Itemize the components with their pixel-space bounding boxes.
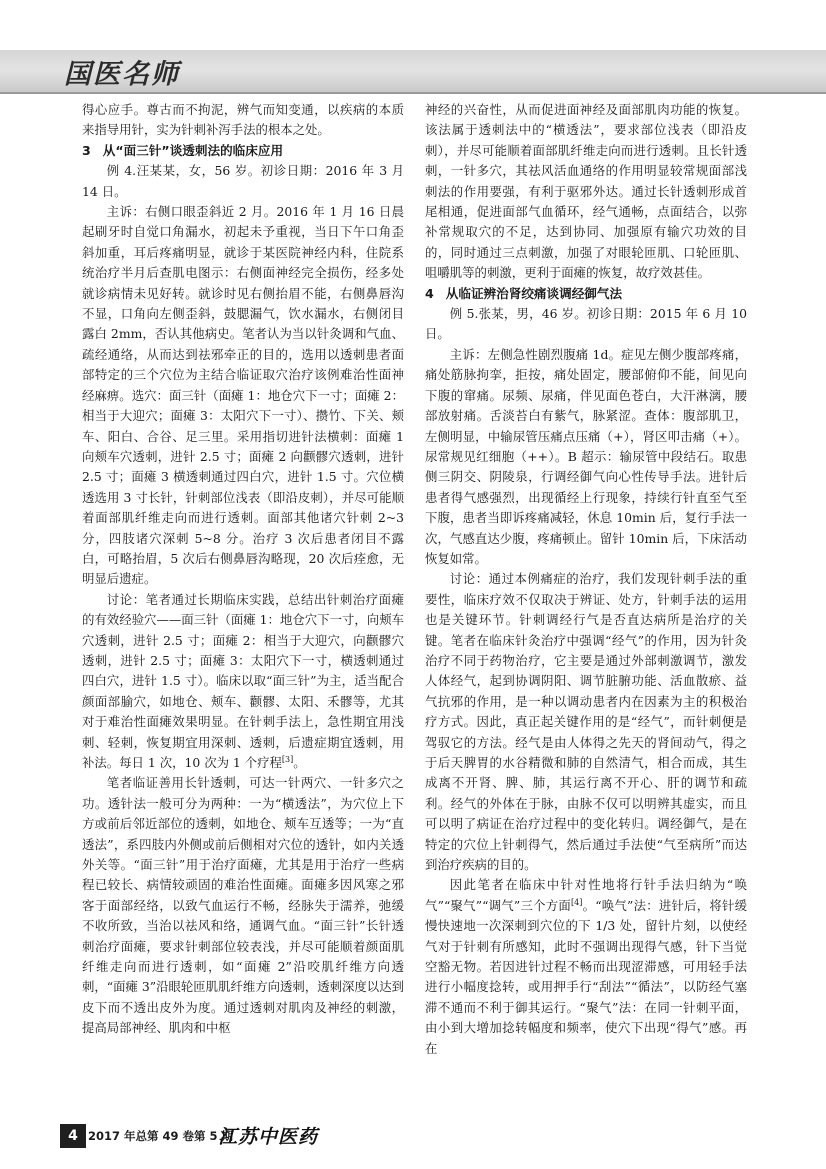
section-heading-4 <box>425 284 747 304</box>
right-column <box>425 100 747 1100</box>
section-title: 从临证辨治肾绞痛谈调经御气法 <box>445 285 623 301</box>
citation-ref: [3] <box>281 754 294 764</box>
paragraph-text: 讨论：笔者通过长期临床实践，总结出针刺治疗面瘫的有效经验穴——面三针（面瘫 1：地仓穴下一寸，向颊车穴透刺，进针 2.5 寸；面瘫 2：相当于大迎穴，向颧髎穴透刺，进针 2.5 寸；面瘫 3：太阳穴下一寸，横透刺通过四白穴，进针 1.5 寸）。临床以取“面三针”为主，适当配合颜面部腧穴，如地仓、颊车、颧髎、太阳、禾髎等，尤其对于难治性面瘫效果明显。在针刺手法上，急性期宜用浅刺、轻刺，恢复期宜用深刺、透刺，后遗症期宜透刺，用补法。每日 1 次，10 次为 1 个疗程 <box>82 591 404 770</box>
paragraph: 讨论：通过本例痛症的治疗，我们发现针刺手法的重要性，临床疗效不仅取决于辨证、处方，针刺手法的运用也是关键环节。针刺调经行气是否直达病所是治疗的关键。笔者在临床针灸治疗中强调“经气”的作用，因为针灸治疗不同于药物治疗，它主要是通过外部刺激调节，激发人体经气，起到协调阴阳、调节脏腑功能、活血散瘀、益气抗邪的作用，是一种以调动患者内在因素为主的积极治疗方式。因此，真正起关键作用的是“经气”，而针刺便是驾驭它的方法。经气是由人体得之先天的肾间动气，得之于后天脾胃的水谷精微和肺的自然清气，相合而成，其生成离不开肾、脾、肺，其运行离不开心、肝的调节和疏利。经气的外体在于脉，由脉不仅可以明辨其虚实，而且可以明了病证在治疗过程中的变化转归。调经御气，是在特定的穴位上针刺得气，然后通过手法使“气至病所”而达到治疗疾病的目的。 <box>425 571 747 873</box>
paragraph-text: 因此笔者在临床中针对性地将行针手法归纳为“唤气”“聚气”“调气”三个方面 <box>425 877 747 913</box>
paragraph-text: 。 <box>293 755 306 770</box>
citation-ref: [4] <box>571 897 583 907</box>
page-footer <box>50 1122 770 1152</box>
issue-info: 2017 年总第 49 卷第 5 期 <box>88 1129 234 1143</box>
case-intro: 例 4.汪某某，女，56 岁。初诊日期：2016 年 3 月 14 日。 <box>82 163 404 199</box>
paragraph: 得心应手。尊古而不拘泥，辨气而知变通，以疾病的本质来指导用针，实为针刺补泻手法的根本之处。 <box>82 102 404 138</box>
paragraph: 神经的兴奋性，从而促进面神经及面部肌肉功能的恢复。该法属于透刺法中的“横透法”，要求部位浅表（即沿皮刺），并尽可能顺着面部肌纤维走向而进行透刺。且长针透刺，一针多穴，其祛风活血通络的作用明显较常规面部浅刺法的作用要强，有利于驱邪外达。通过长针透刺形成首尾相通，促进面部气血循环，经气通畅，点面结合，以弥补常规取穴的不足，达到协同、加强原有输穴功效的目的，同时通过三点刺激，加强了对眼轮匝肌、口轮匝肌、咀嚼肌等的刺激，更利于面瘫的恢复，故疗效甚佳。 <box>425 102 747 281</box>
section-number: 4 <box>425 285 434 301</box>
section-number: 3 <box>82 142 91 158</box>
section-title: 从“面三针”谈透刺法的临床应用 <box>102 142 284 158</box>
paragraph-text: 。“唤气”法：进针后，将针缓慢快速地一次深刺到穴位的下 1/3 处，留针片刻，以使经气对于针刺有所感知，此时不强调出现得气感，针下当觉空豁无物。若因进针过程不畅而出现涩滞感，可用轻手法进行小幅度捻转，或用押手行“刮法”“循法”，以防经气塞滞不通而不利于御其运行。“聚气”法：在同一针刺平面，由小到大增加捻转幅度和频率，使穴下出现“得气”感。再在 <box>425 897 747 1056</box>
section-heading-3 <box>82 141 404 161</box>
paragraph <box>82 590 404 774</box>
paragraph: 主诉：右侧口眼歪斜近 2 月。2016 年 1 月 16 日晨起刷牙时自觉口角漏水，初起未予重视，当日下午口角歪斜加重，耳后疼痛明显，就诊于某医院神经内科，住院系统治疗半月后查肌电图示：右侧面神经完全损伤，经多处就诊病情未见好转。就诊时见右侧抬眉不能，右侧鼻唇沟不显，口角向左侧歪斜，鼓腮漏气，饮水漏水，右侧闭目露白 2mm，否认其他病史。笔者认为当以针灸调和气血、疏经通络，从而达到祛邪牵正的目的，选用以透刺患者面部特定的三个穴位为主结合临证取穴治疗该例难治性面神经麻痹。选穴：面三针（面瘫 1：地仓穴下一寸；面瘫 2：相当于大迎穴；面瘫 3：太阳穴下一寸）、攒竹、下关、颊车、阳白、合谷、足三里。采用指切进针法横刺：面瘫 1 向颊车穴透刺，进针 2.5 寸；面瘫 2 向颧髎穴透刺，进针 2.5 寸；面瘫 3 横透刺通过四白穴，进针 1.5 寸。穴位横透选用 3 寸长针，针刺部位浅表（即沿皮刺），并尽可能顺着面部肌纤维走向而进行透刺。面部其他诸穴针刺 2~3 分，四肢诸穴深刺 5~8 分。治疗 3 次后患者闭目不露白，可略抬眉，5 次后右侧鼻唇沟略现，20 次后痊愈，无明显后遗症。 <box>82 204 404 587</box>
page-number: 4 <box>60 1124 86 1148</box>
paragraph: 主诉：左侧急性剧烈腹痛 1d。症见左侧少腹部疼痛，痛处筋脉拘挛，拒按，痛处固定，腰部俯仰不能，间见向下腹的窜痛。尿频、尿痛，伴见面色苍白，大汗淋漓，腰部放射痛。舌淡苔白有紫气，脉紧涩。查体：腹部肌卫，左侧明显，中输尿管压痛点压痛（+），肾区叩击痛（+）。尿常规见红细胞（++）。B 超示：输尿管中段结石。取患侧三阴交、阴陵泉，行调经御气向心性传导手法。进针后患者得气感强烈，出现循经上行现象，持续行针直至气至下腹，患者当即诉疼痛减轻，休息 10min 后，复行手法一次，气感直达少腹，疼痛顿止。留针 10min 后，下床活动恢复如常。 <box>425 346 747 566</box>
paragraph: 笔者临证善用长针透刺，可达一针两穴、一针多穴之功。透针法一般可分为两种：一为“横透法”，为穴位上下方或前后邻近部位的透刺，如地仓、颊车互透等；一为“直透法”，系四肢内外侧或前后侧相对穴位的透针，如内关透外关等。“面三针”用于治疗面瘫，尤其是用于治疗一些病程已较长、病情较顽固的难治性面瘫。面瘫多因风寒之邪客于面部经络，以致气血运行不畅，经脉失于濡养，弛缓不收所致，当治以祛风和络，通调气血。“面三针”长针透刺治疗面瘫，要求针刺部位较表浅，并尽可能顺着颜面肌纤维走向而进行透刺，如“面瘫 2”沿咬肌纤维方向透刺，“面瘫 3”沿眼轮匝肌肌纤维方向透刺，透刺深度以达到皮下而不透出皮外为度。通过透刺对肌肉及神经的刺激，提高局部神经、肌肉和中枢 <box>82 775 404 1036</box>
left-column <box>82 100 404 1100</box>
paragraph <box>425 875 747 1059</box>
case-intro: 例 5.张某，男，46 岁。初诊日期：2015 年 6 月 10 日。 <box>425 306 747 342</box>
journal-name: 江苏中医药 <box>218 1126 319 1148</box>
column-title: 国医名师 <box>64 59 180 90</box>
